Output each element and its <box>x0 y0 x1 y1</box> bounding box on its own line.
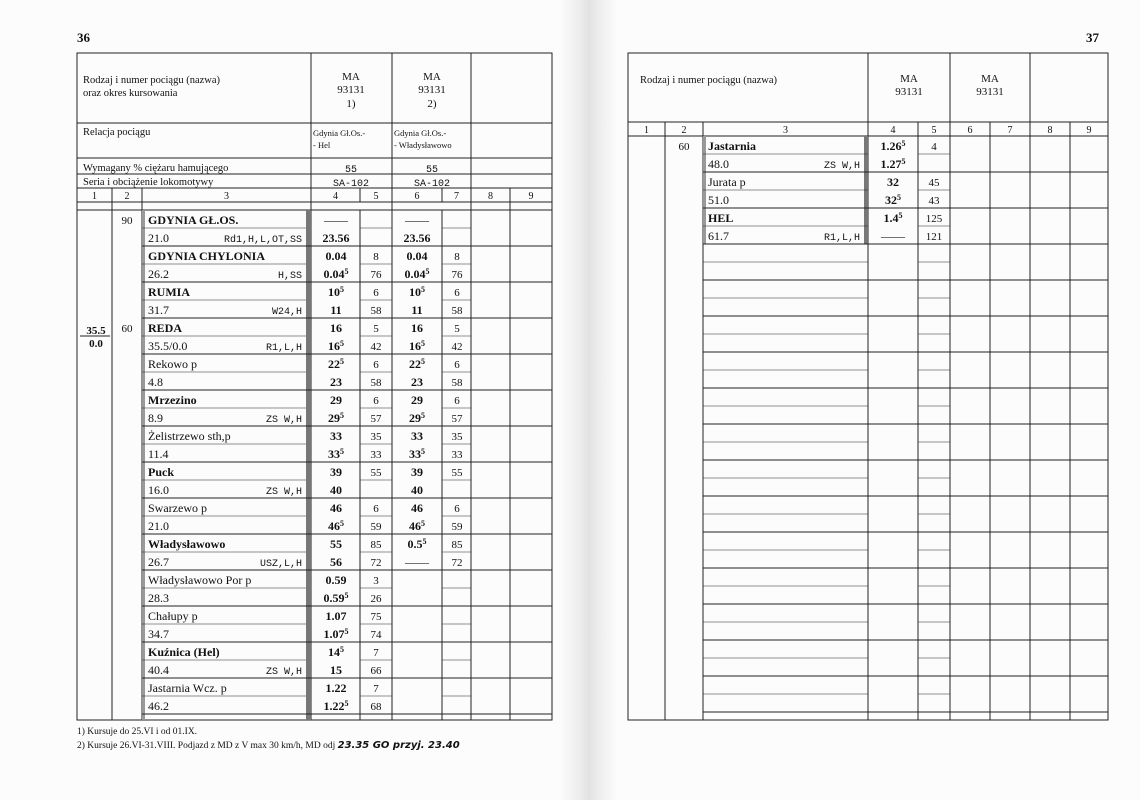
period-label: oraz okres kursowania <box>83 88 178 99</box>
train-label: Rodzaj i numer pociągu (nazwa) <box>640 75 778 86</box>
run-time-2: 6 <box>454 503 460 515</box>
station-km: 26.7 <box>148 555 169 569</box>
column-number: 4 <box>333 191 338 202</box>
arrival-time-2: 39 <box>411 465 423 479</box>
station-name: GDYNIA CHYLONIA <box>148 249 266 263</box>
departure-time-2: $29^5$ <box>409 411 425 425</box>
train-label: Rodzaj i numer pociągu (nazwa) <box>83 75 221 86</box>
station-name: Żelistrzewo sth,p <box>148 429 231 443</box>
arrival-time: 1.26$^5$ <box>880 139 906 153</box>
departure-time: 15 <box>330 663 342 677</box>
column-number: 7 <box>454 191 459 202</box>
train-number: 93131 <box>418 84 446 96</box>
column-number: 9 <box>528 191 534 202</box>
arrival-time: 1.22 <box>325 681 347 695</box>
departure-time-2: —— <box>405 555 429 569</box>
departure-time: 1.07$^5$ <box>323 627 349 641</box>
column-number: 5 <box>931 125 937 136</box>
speed-limit: 90 <box>121 215 133 227</box>
station-km: 31.7 <box>148 303 169 317</box>
column-number: 1 <box>644 125 649 136</box>
column-number: 3 <box>783 125 788 136</box>
arrival-time-2: 29 <box>411 393 423 407</box>
departure-time: $46^5$ <box>328 519 344 533</box>
departure-time: —— <box>881 229 905 243</box>
train-type: MA <box>981 73 999 85</box>
speed-limit: 60 <box>678 141 690 153</box>
station-codes: H,SS <box>277 271 302 282</box>
stop-time: 72 <box>370 557 382 569</box>
run-time-2: 8 <box>454 251 460 263</box>
station-km: 26.2 <box>148 267 169 281</box>
departure-time: 0.59$^5$ <box>323 591 349 605</box>
column-number: 4 <box>890 125 896 136</box>
page-number-left: 36 <box>77 30 90 45</box>
loco-value: SA-102 <box>413 179 451 190</box>
station-km: 35.5/0.0 <box>148 339 188 353</box>
stop-time-2: 59 <box>451 521 463 533</box>
station-codes: ZS W,H <box>823 161 860 172</box>
departure-time-2: 23 <box>411 375 423 389</box>
stop-time: 57 <box>370 413 382 425</box>
run-time: 85 <box>370 539 382 551</box>
stop-time-2: 57 <box>451 413 463 425</box>
station-name: Jurata p <box>708 175 746 189</box>
arrival-time-2: 16 <box>411 321 423 335</box>
departure-time: 11 <box>330 303 342 317</box>
station-codes: R1,L,H <box>265 343 302 354</box>
run-time: 6 <box>373 503 379 515</box>
run-time: 6 <box>373 395 379 407</box>
arrival-time-2: 0.04 <box>406 249 428 263</box>
arrival-time: 46 <box>330 501 342 515</box>
station-name: Rekowo p <box>148 357 197 371</box>
station-km: 16.0 <box>148 483 169 497</box>
relation-label: Relacja pociągu <box>83 127 151 138</box>
station-name: RUMIA <box>148 285 190 299</box>
stop-time: 68 <box>370 701 382 713</box>
stop-time-2: 42 <box>451 341 463 353</box>
footnote-1: 1) Kursuje do 25.VI i od 01.IX. <box>77 727 198 737</box>
departure-time-2: $46^5$ <box>409 519 425 533</box>
loco-label: Seria i obciążenie lokomotywy <box>83 177 214 188</box>
run-time: 7 <box>373 683 379 695</box>
arrival-time-2: $22^5$ <box>409 357 425 371</box>
departure-time: 23 <box>330 375 342 389</box>
column-number: 6 <box>967 125 973 136</box>
station-column-shade <box>306 210 311 720</box>
departure-time: 40 <box>330 483 342 497</box>
km-left-bottom: 0.0 <box>89 338 103 350</box>
footnote-2: 2) Kursuje 26.VI-31.VIII. Podjazd z MD z V max 30 km/h, MD odj 23.35 GO przyj. 23.40 <box>77 740 460 751</box>
run-time-2: 6 <box>454 359 460 371</box>
arrival-time-2: $10^5$ <box>409 285 425 299</box>
stop-time: 33 <box>370 449 382 461</box>
arrival-time: 0.04 <box>325 249 347 263</box>
departure-time: 1.27$^5$ <box>880 157 906 171</box>
station-name: HEL <box>708 211 734 225</box>
stop-time-2: 33 <box>451 449 463 461</box>
train-number: 93131 <box>337 84 365 96</box>
column-number: 7 <box>1007 125 1013 136</box>
station-km: 11.4 <box>148 447 169 461</box>
run-time: 7 <box>373 647 379 659</box>
station-km: 21.0 <box>148 231 169 245</box>
run-time: 4 <box>931 141 937 153</box>
station-name: Władysławowo Por p <box>148 573 252 587</box>
column-number: 2 <box>124 191 130 202</box>
handwritten-note: 23.35 GO przyj. 23.40 <box>337 740 460 751</box>
station-name: REDA <box>148 321 183 335</box>
station-name: Jastarnia Wcz. p <box>148 681 227 695</box>
station-codes: ZS W,H <box>265 667 302 678</box>
station-name: Mrzezino <box>148 393 197 407</box>
station-km: 40.4 <box>148 663 169 677</box>
relation-to: - Hel <box>313 140 331 150</box>
run-time-2: 6 <box>454 287 460 299</box>
relation-from: Gdynia Gł.Os.- <box>394 128 447 138</box>
speed-limit: 60 <box>121 323 133 335</box>
run-time: 75 <box>370 611 382 623</box>
brake-label: Wymagany % ciężaru hamującego <box>83 163 229 174</box>
stop-time: 59 <box>370 521 382 533</box>
relation-from: Gdynia Gł.Os.- <box>313 128 366 138</box>
station-left-shade <box>142 210 145 720</box>
arrival-time: $1.4^5$ <box>883 211 903 225</box>
run-time-2: 35 <box>451 431 463 443</box>
stop-time: 66 <box>370 665 382 677</box>
station-km: 4.8 <box>148 375 163 389</box>
relation-to: - Władysławowo <box>394 140 452 150</box>
train-number: 93131 <box>976 86 1004 98</box>
departure-time: $16^5$ <box>328 339 344 353</box>
stop-time: 43 <box>928 195 940 207</box>
departure-time: $32^5$ <box>885 193 901 207</box>
arrival-time: 1.07 <box>325 609 347 623</box>
stop-time-2: 58 <box>451 377 463 389</box>
brake-value: 55 <box>344 165 358 176</box>
station-km: 48.0 <box>708 157 729 171</box>
train-number: 93131 <box>895 86 923 98</box>
arrival-time: 33 <box>330 429 342 443</box>
stop-time-2: 58 <box>451 305 463 317</box>
departure-time-2: 40 <box>411 483 423 497</box>
column-number: 8 <box>1047 125 1053 136</box>
run-time: 6 <box>373 287 379 299</box>
run-time-2: 85 <box>451 539 463 551</box>
station-name: Swarzewo p <box>148 501 207 515</box>
run-time: 3 <box>373 575 379 587</box>
stop-time: 76 <box>370 269 382 281</box>
departure-time-2: 23.56 <box>403 231 431 245</box>
station-km: 61.7 <box>708 229 729 243</box>
arrival-time: 55 <box>330 537 342 551</box>
arrival-time: $22^5$ <box>328 357 344 371</box>
station-name: Jastarnia <box>708 139 756 153</box>
departure-time: 23.56 <box>322 231 350 245</box>
arrival-time: 32 <box>887 175 899 189</box>
run-time-2: 6 <box>454 395 460 407</box>
loco-value: SA-102 <box>332 179 370 190</box>
departure-time: 0.04$^5$ <box>323 267 349 281</box>
stop-time: 42 <box>370 341 382 353</box>
column-number: 3 <box>224 191 229 202</box>
station-km: 46.2 <box>148 699 169 713</box>
stop-time-2: 72 <box>451 557 463 569</box>
page-number-right: 37 <box>1086 30 1099 45</box>
stop-time-2: 76 <box>451 269 463 281</box>
arrival-time: —— <box>324 213 348 227</box>
brake-value: 55 <box>425 165 439 176</box>
train-type: MA <box>342 71 360 83</box>
station-km: 21.0 <box>148 519 169 533</box>
column-number: 5 <box>373 191 379 202</box>
train-type: MA <box>900 73 918 85</box>
run-time: 8 <box>373 251 379 263</box>
departure-time: 1.22$^5$ <box>323 699 349 713</box>
run-time: 45 <box>928 177 940 189</box>
run-time: 35 <box>370 431 382 443</box>
arrival-time: $10^5$ <box>328 285 344 299</box>
arrival-time-2: 33 <box>411 429 423 443</box>
station-codes: ZS W,H <box>265 415 302 426</box>
run-time-2: 55 <box>451 467 463 479</box>
run-time: 55 <box>370 467 382 479</box>
arrival-time-2: $0.5^5$ <box>407 537 427 551</box>
station-codes: USZ,L,H <box>259 559 302 570</box>
stop-time: 74 <box>370 629 382 641</box>
departure-time-2: $16^5$ <box>409 339 425 353</box>
departure-time: 56 <box>330 555 342 569</box>
station-name: GDYNIA GŁ.OS. <box>148 213 239 227</box>
arrival-time: 29 <box>330 393 342 407</box>
departure-time: $33^5$ <box>328 447 344 461</box>
train-note: 2) <box>427 98 437 110</box>
stop-time: 121 <box>925 231 943 243</box>
stop-time: 26 <box>370 593 382 605</box>
station-codes: ZS W,H <box>265 487 302 498</box>
arrival-time: 39 <box>330 465 342 479</box>
station-km: 28.3 <box>148 591 169 605</box>
column-number: 6 <box>414 191 420 202</box>
train-type: MA <box>423 71 441 83</box>
departure-time-2: 0.04$^5$ <box>404 267 430 281</box>
run-time-2: 5 <box>454 323 460 335</box>
arrival-time: 16 <box>330 321 342 335</box>
run-time: 6 <box>373 359 379 371</box>
departure-time-2: 11 <box>411 303 423 317</box>
arrival-time-2: —— <box>405 213 429 227</box>
station-km: 51.0 <box>708 193 729 207</box>
train-note: 1) <box>346 98 356 110</box>
arrival-time-2: 46 <box>411 501 423 515</box>
column-number: 2 <box>681 125 687 136</box>
run-time: 5 <box>373 323 379 335</box>
stop-time: 58 <box>370 305 382 317</box>
stop-time: 58 <box>370 377 382 389</box>
station-name: Chałupy p <box>148 609 198 623</box>
station-name: Kuźnica (Hel) <box>148 645 220 659</box>
km-left-top: 35.5 <box>86 325 106 337</box>
column-number: 9 <box>1086 125 1092 136</box>
station-codes: W24,H <box>271 307 302 318</box>
departure-time: $29^5$ <box>328 411 344 425</box>
arrival-time: 0.59 <box>325 573 347 587</box>
departure-time-2: $33^5$ <box>409 447 425 461</box>
column-number: 8 <box>488 191 493 202</box>
station-name: Władysławowo <box>148 537 226 551</box>
station-codes: R1,L,H <box>823 233 860 244</box>
station-km: 8.9 <box>148 411 163 425</box>
run-time: 125 <box>925 213 943 225</box>
column-number: 1 <box>92 191 97 202</box>
station-km: 34.7 <box>148 627 169 641</box>
station-name: Puck <box>148 465 175 479</box>
arrival-time: $14^5$ <box>328 645 344 659</box>
station-codes: Rd1,H,L,OT,SS <box>223 235 302 246</box>
